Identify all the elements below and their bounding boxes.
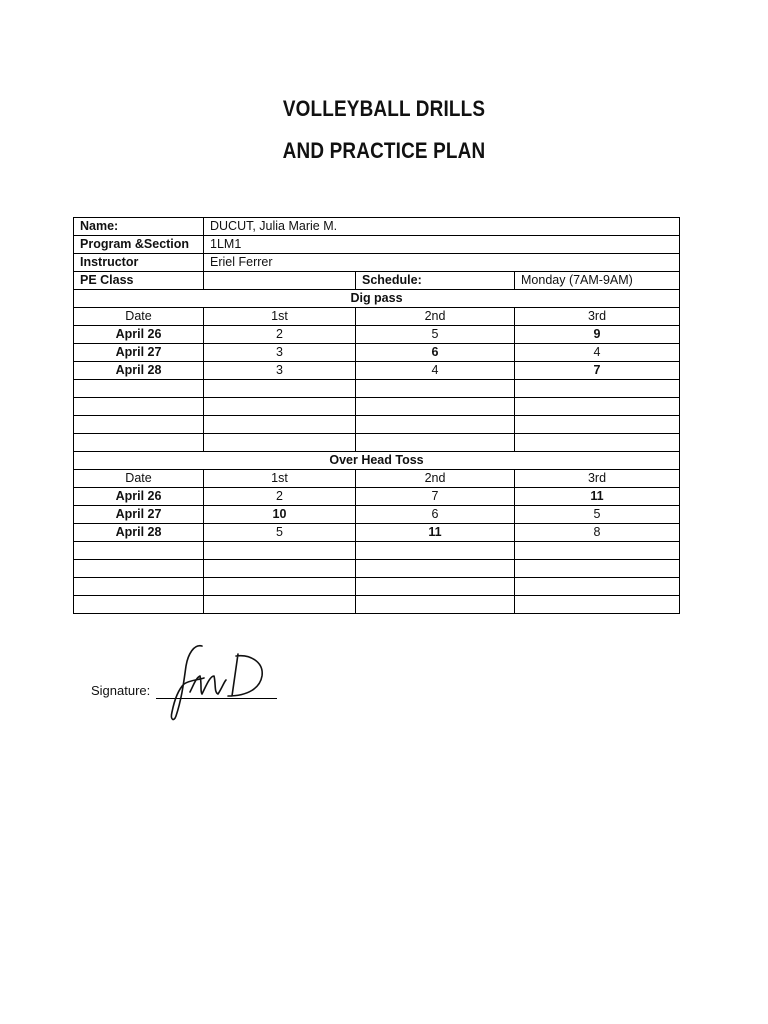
empty-row <box>74 578 680 596</box>
empty-cell <box>356 416 515 434</box>
empty-cell <box>74 398 204 416</box>
date-cell: April 26 <box>74 488 204 506</box>
date-cell: April 28 <box>74 524 204 542</box>
instructor-value: Eriel Ferrer <box>204 254 680 272</box>
score-cell: 3 <box>204 362 356 380</box>
column-header: 3rd <box>515 470 680 488</box>
empty-cell <box>356 578 515 596</box>
empty-cell <box>204 596 356 614</box>
score-cell: 2 <box>204 326 356 344</box>
table-row <box>74 506 680 524</box>
empty-cell <box>204 416 356 434</box>
score-cell: 9 <box>515 326 680 344</box>
schedule-value: Monday (7AM-9AM) <box>515 272 680 290</box>
score-cell: 2 <box>204 488 356 506</box>
empty-cell <box>74 542 204 560</box>
schedule-label: Schedule: <box>356 272 515 290</box>
section-title-row <box>74 452 680 470</box>
score-cell: 8 <box>515 524 680 542</box>
empty-cell <box>204 560 356 578</box>
empty-cell <box>515 380 680 398</box>
score-cell: 7 <box>515 362 680 380</box>
name-value: DUCUT, Julia Marie M. <box>204 218 680 236</box>
empty-row <box>74 398 680 416</box>
date-cell: April 27 <box>74 344 204 362</box>
column-header: 2nd <box>356 470 515 488</box>
empty-cell <box>204 380 356 398</box>
empty-cell <box>515 398 680 416</box>
empty-row <box>74 434 680 452</box>
section-title-dig-pass: Dig pass <box>74 290 680 308</box>
program-label: Program &Section <box>74 236 204 254</box>
empty-cell <box>356 596 515 614</box>
score-cell: 5 <box>204 524 356 542</box>
table-row <box>74 326 680 344</box>
section-title-over-head-toss: Over Head Toss <box>74 452 680 470</box>
empty-cell <box>356 398 515 416</box>
empty-cell <box>515 578 680 596</box>
empty-cell <box>74 380 204 398</box>
program-value: 1LM1 <box>204 236 680 254</box>
column-header: 3rd <box>515 308 680 326</box>
document-title-line-1: VOLLEYBALL DRILLS <box>282 96 486 121</box>
empty-cell <box>515 596 680 614</box>
name-label: Name: <box>74 218 204 236</box>
score-cell: 4 <box>515 344 680 362</box>
column-header: Date <box>74 470 204 488</box>
empty-cell <box>515 560 680 578</box>
empty-row <box>74 596 680 614</box>
score-cell: 5 <box>356 326 515 344</box>
section-header-row <box>74 470 680 488</box>
score-cell: 7 <box>356 488 515 506</box>
score-cell: 3 <box>204 344 356 362</box>
score-cell: 4 <box>356 362 515 380</box>
empty-cell <box>356 380 515 398</box>
empty-row <box>74 380 680 398</box>
empty-cell <box>204 542 356 560</box>
date-cell: April 27 <box>74 506 204 524</box>
empty-cell <box>356 542 515 560</box>
peclass-value <box>204 272 356 290</box>
table-row <box>74 362 680 380</box>
empty-cell <box>515 542 680 560</box>
handwritten-signature <box>164 640 276 724</box>
empty-cell <box>74 416 204 434</box>
score-cell: 11 <box>356 524 515 542</box>
empty-cell <box>515 416 680 434</box>
empty-row <box>74 560 680 578</box>
score-cell: 11 <box>515 488 680 506</box>
score-cell: 5 <box>515 506 680 524</box>
info-row-program <box>74 236 680 254</box>
signature-label: Signature: <box>91 683 151 698</box>
table-row <box>74 524 680 542</box>
empty-cell <box>74 560 204 578</box>
table-row <box>74 344 680 362</box>
info-row-instructor <box>74 254 680 272</box>
date-cell: April 26 <box>74 326 204 344</box>
empty-cell <box>74 434 204 452</box>
empty-cell <box>204 578 356 596</box>
table-row <box>74 488 680 506</box>
practice-plan-table <box>73 217 680 614</box>
column-header: 1st <box>204 470 356 488</box>
empty-row <box>74 416 680 434</box>
section-title-row <box>74 290 680 308</box>
score-cell: 6 <box>356 506 515 524</box>
column-header: 1st <box>204 308 356 326</box>
empty-cell <box>204 434 356 452</box>
document-title-line-2: AND PRACTICE PLAN <box>282 138 486 163</box>
info-row-peclass <box>74 272 680 290</box>
section-header-row <box>74 308 680 326</box>
empty-cell <box>356 560 515 578</box>
empty-row <box>74 542 680 560</box>
column-header: Date <box>74 308 204 326</box>
column-header: 2nd <box>356 308 515 326</box>
empty-cell <box>515 434 680 452</box>
info-row-name <box>74 218 680 236</box>
score-cell: 6 <box>356 344 515 362</box>
score-cell: 10 <box>204 506 356 524</box>
peclass-label: PE Class <box>74 272 204 290</box>
empty-cell <box>74 578 204 596</box>
instructor-label: Instructor <box>74 254 204 272</box>
empty-cell <box>204 398 356 416</box>
empty-cell <box>356 434 515 452</box>
empty-cell <box>74 596 204 614</box>
date-cell: April 28 <box>74 362 204 380</box>
